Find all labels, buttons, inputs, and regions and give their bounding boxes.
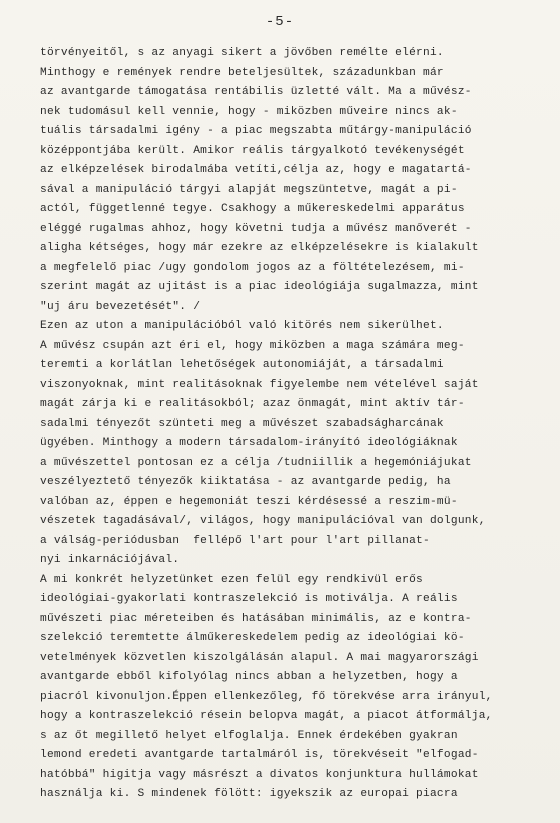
text-line: viszonyoknak, mint realitásoknak figyelembe nem vételével saját bbox=[40, 378, 479, 391]
text-line: nyi inkarnációjával. bbox=[40, 554, 180, 566]
text-line: "uj áru bevezetését". / bbox=[40, 300, 208, 313]
text-line: teremti a korlátlan lehetőségek autonomiáját, a társadalmi bbox=[40, 359, 444, 371]
text-line: Minthogy e remények rendre beteljesültek, századunkban már bbox=[40, 66, 444, 79]
text-line: az elképzelések birodalmába vetíti,célja az, hogy e magatartá- bbox=[40, 164, 472, 176]
text-line: ideológiai-gyakorlati kontraszelekció is motiválja. A reális bbox=[40, 593, 458, 605]
text-line: középpontjába került. Amikor reális tárgyalkotó tevékenységét bbox=[40, 144, 465, 157]
text-line: ügyében. Minthogy a modern társadalom-irányító ideológiáknak bbox=[40, 437, 458, 449]
text-line: törvényeitől, s az anyagi sikert a jövőben remélte elérni. bbox=[40, 47, 444, 59]
text-line: A mi konkrét helyzetünket ezen felül egy rendkivül erős bbox=[40, 573, 423, 586]
text-line: tuális társadalmi igény - a piac megszabta műtárgy-manipuláció bbox=[40, 125, 472, 137]
text-line: lemond eredeti avantgarde tartalmáról is, törekvéseit "elfogad- bbox=[40, 749, 479, 761]
text-line: a megfelelő piac /ugy gondolom jogos az a föltételezésem, mi- bbox=[40, 261, 465, 274]
text-line: hatóbbá" higitja vagy másrészt a divatos konjunktura hullámokat bbox=[40, 768, 479, 781]
text-line: eléggé rugalmas ahhoz, hogy követni tudja a művész manőverét - bbox=[40, 222, 472, 235]
text-line: az avantgarde támogatása rentábilis üzletté vált. Ma a művész- bbox=[40, 86, 472, 98]
text-line: sadalmi tényezőt szünteti meg a művészet szabadságharcának bbox=[40, 417, 444, 430]
text-line: sával a manipuláció tárgyi alapját megszüntetve, magát a pi- bbox=[40, 183, 458, 196]
text-line: szerint magát az ujitást is a piac ideológiája sugalmazza, mint bbox=[40, 281, 479, 293]
text-line: vetelmények közvetlen kiszolgálásán alapul. A mai magyarországi bbox=[40, 651, 479, 664]
text-line: művészeti piac méreteiben és hatásában minimális, az e kontra- bbox=[40, 612, 472, 625]
text-line: használja ki. S mindenek fölött: igyekszik az europai piacra bbox=[40, 788, 458, 800]
text-line: valóban az, éppen e hegemoniát teszi kérdésessé a reszim-mü- bbox=[40, 495, 458, 508]
text-line: veszélyeztető tényezők kiiktatása - az avantgarde pedig, ha bbox=[40, 476, 451, 488]
text-line: aligha kétséges, hogy már ezekre az elképzelésekre is kialakult bbox=[40, 242, 479, 254]
text-line: actól, függetlenné tegye. Csakhogy a műkereskedelmi apparátus bbox=[40, 203, 465, 215]
text-line: Ezen az uton a manipulációból való kitörés nem sikerülhet. bbox=[40, 320, 444, 332]
text-line: magát zárja ki e realitásokból; azaz önmagát, mint aktív tár- bbox=[40, 398, 465, 410]
text-line: a művészettel pontosan ez a célja /tudniillik a hegemóniájukat bbox=[40, 456, 472, 469]
text-line: nek tudomásul kell vennie, hogy - miközben műveire nincs ak- bbox=[40, 105, 458, 118]
text-line: szelekció teremtette álműkereskedelem pedig az ideológiai kö- bbox=[40, 632, 465, 644]
text-line: piacról kivonuljon.Éppen ellenkezőleg, fő törekvése arra irányul, bbox=[40, 690, 493, 703]
page-body bbox=[40, 44, 540, 805]
text-line: vészetek tagadásával/, világos, hogy manipulációval van dolgunk, bbox=[40, 515, 486, 527]
page-number: -5- bbox=[265, 14, 295, 30]
text-line: A művész csupán azt éri el, hogy miközben a maga számára meg- bbox=[40, 339, 465, 352]
text-line: avantgarde ebből kifolyólag nincs abban a helyzetben, hogy a bbox=[40, 671, 458, 683]
text-line: a válság-periódusban fellépő l'art pour l'art pillanat- bbox=[40, 534, 430, 547]
text-line: s az őt megillető helyet elfoglalja. Ennek érdekében gyakran bbox=[40, 729, 458, 742]
text-line: hogy a kontraszelekció résein belopva magát, a piacot átformálja, bbox=[40, 710, 493, 722]
